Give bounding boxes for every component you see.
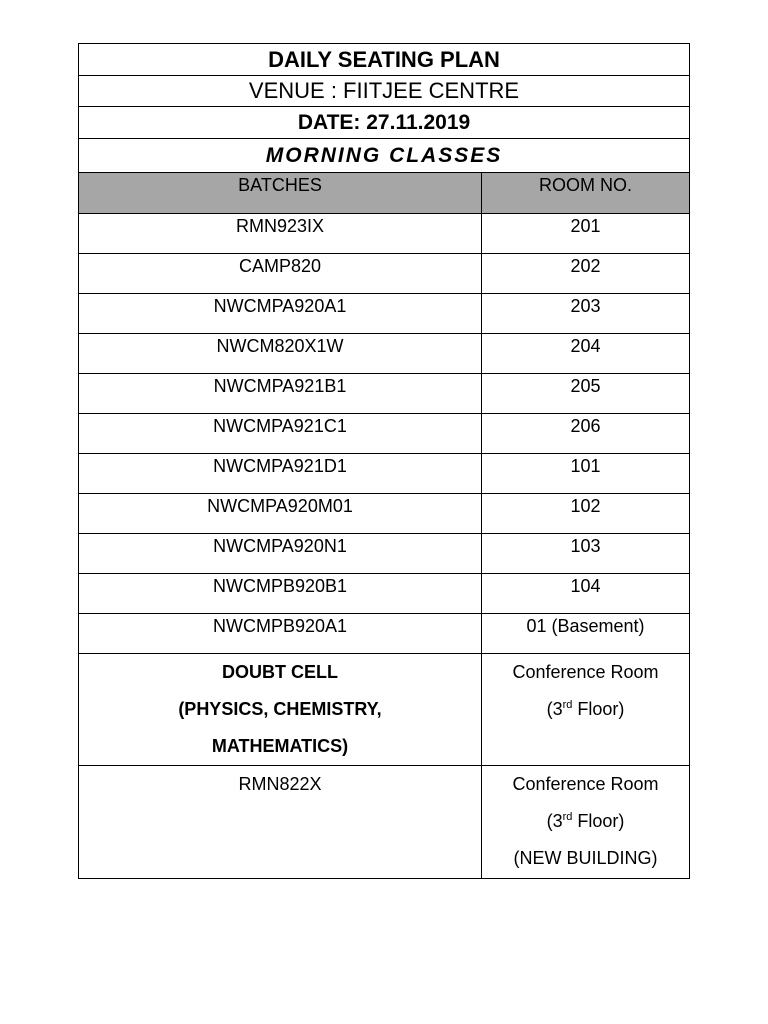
seating-plan-table <box>78 43 690 879</box>
table-row <box>79 574 690 614</box>
doubt-cell-subjects-line1: (PHYSICS, CHEMISTRY, <box>178 699 382 719</box>
table-row <box>79 294 690 334</box>
batch-cell: CAMP820 <box>79 254 482 294</box>
room-cell: 102 <box>482 494 690 534</box>
batch-cell: NWCMPA921D1 <box>79 454 482 494</box>
batch-cell: NWCMPA921C1 <box>79 414 482 454</box>
batch-cell: RMN923IX <box>79 214 482 254</box>
room-cell <box>482 766 690 879</box>
room-cell: 01 (Basement) <box>482 614 690 654</box>
page-title: DAILY SEATING PLAN <box>79 44 690 76</box>
date-line: DATE: 27.11.2019 <box>79 107 690 139</box>
doubt-cell-batch <box>79 654 482 766</box>
table-row <box>79 334 690 374</box>
batch-cell: NWCM820X1W <box>79 334 482 374</box>
session-heading: MORNING CLASSES <box>79 139 690 173</box>
batch-cell: NWCMPA920A1 <box>79 294 482 334</box>
table-row <box>79 766 690 879</box>
table-row <box>79 494 690 534</box>
table-row <box>79 254 690 294</box>
batch-cell: NWCMPB920B1 <box>79 574 482 614</box>
room-cell: 201 <box>482 214 690 254</box>
table-row <box>79 614 690 654</box>
room-name: Conference Room <box>512 774 659 794</box>
batch-cell: NWCMPA920M01 <box>79 494 482 534</box>
doubt-cell-row <box>79 654 690 766</box>
doubt-cell-title: DOUBT CELL <box>222 662 338 682</box>
room-cell: 206 <box>482 414 690 454</box>
room-name: Conference Room <box>512 662 659 682</box>
batch-cell: NWCMPA921B1 <box>79 374 482 414</box>
table-row <box>79 454 690 494</box>
room-cell: 202 <box>482 254 690 294</box>
venue-line: VENUE : FIITJEE CENTRE <box>79 76 690 107</box>
batch-cell: NWCMPA920N1 <box>79 534 482 574</box>
table-header-row <box>79 173 690 214</box>
batch-cell: RMN822X <box>79 766 482 879</box>
room-building: (NEW BUILDING) <box>513 848 658 868</box>
batch-cell: NWCMPB920A1 <box>79 614 482 654</box>
room-cell: 104 <box>482 574 690 614</box>
doubt-cell-subjects-line2: MATHEMATICS) <box>211 736 349 756</box>
table-row <box>79 214 690 254</box>
column-header-room: ROOM NO. <box>482 173 690 214</box>
room-cell: 203 <box>482 294 690 334</box>
table-row <box>79 534 690 574</box>
room-cell: 204 <box>482 334 690 374</box>
room-cell: 205 <box>482 374 690 414</box>
column-header-batches: BATCHES <box>79 173 482 214</box>
room-floor: (3rd Floor) <box>546 811 625 831</box>
room-cell: 103 <box>482 534 690 574</box>
table-row <box>79 414 690 454</box>
table-row <box>79 374 690 414</box>
doubt-cell-room <box>482 654 690 766</box>
room-cell: 101 <box>482 454 690 494</box>
room-floor: (3rd Floor) <box>546 699 625 719</box>
